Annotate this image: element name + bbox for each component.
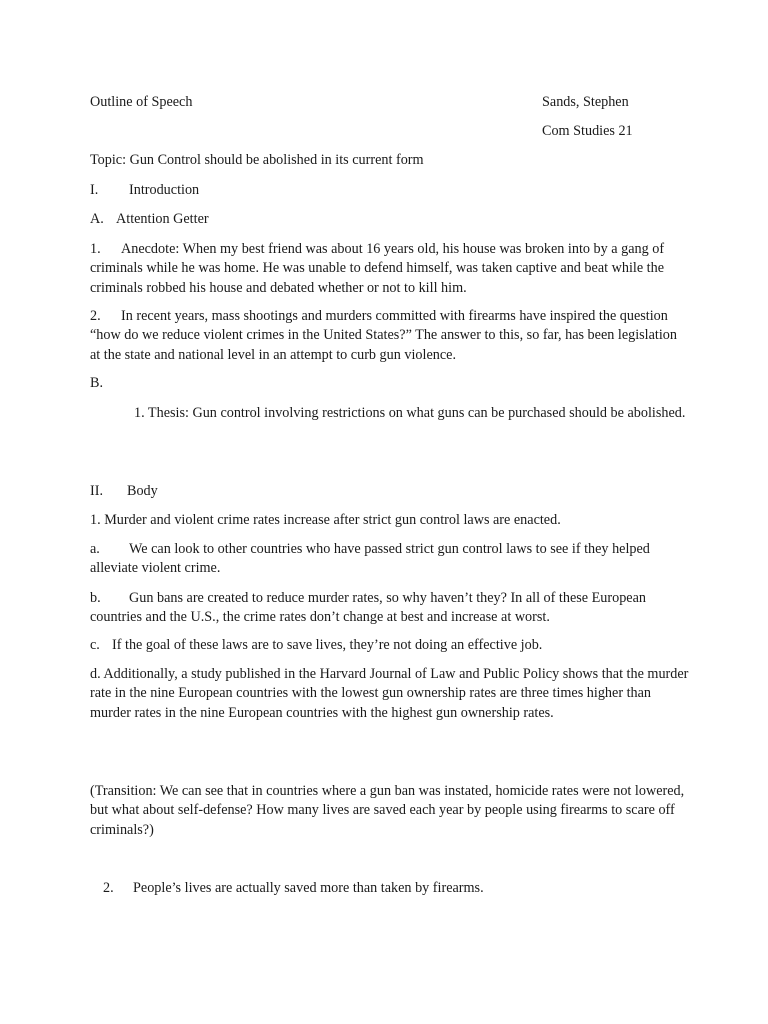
item-label: c. bbox=[90, 637, 100, 653]
subsection-label-b: B. bbox=[90, 375, 104, 391]
course-name: Com Studies 21 bbox=[542, 123, 633, 139]
anecdote-text: Anecdote: When my best friend was about 16 years old, his house was broken into by a gang of criminals while he was home. He was unable to defend himself, was taken captive and beat while the criminals robbed his house and debated whether or not to kill him. bbox=[90, 241, 665, 296]
section-heading-body: Body bbox=[127, 483, 158, 499]
item-label: a. bbox=[90, 541, 100, 557]
point-c-paragraph bbox=[90, 636, 690, 655]
thesis-paragraph: 1. Thesis: Gun control involving restrictions on what guns can be purchased should be abolished. bbox=[134, 405, 686, 421]
point-a-text: We can look to other countries who have passed strict gun control laws to see if they helped alleviate violent crime. bbox=[90, 541, 650, 577]
point-b-paragraph bbox=[90, 589, 690, 628]
recent-years-paragraph bbox=[90, 307, 690, 365]
item-label: b. bbox=[90, 590, 101, 606]
recent-years-text: In recent years, mass shootings and murders committed with firearms have inspired the question “how do we reduce violent crimes in the United States?” The answer to this, so far, has been legislation at the state and national level in an attempt to curb gun violence. bbox=[90, 308, 677, 363]
body-point-1: 1. Murder and violent crime rates increase after strict gun control laws are enacted. bbox=[90, 512, 561, 528]
item-number: 2. bbox=[90, 308, 101, 324]
section-numeral-intro: I. bbox=[90, 182, 99, 198]
point-c-text: If the goal of these laws are to save lives, they’re not doing an effective job. bbox=[112, 637, 543, 653]
point-d-paragraph: d. Additionally, a study published in the Harvard Journal of Law and Public Policy shows that the murder rate in the nine European countries with the lowest gun ownership rates are three times higher than murder rates in the nine European countries with the highest gun ownership rates. bbox=[90, 666, 689, 721]
point-a-paragraph bbox=[90, 540, 690, 579]
document-title: Outline of Speech bbox=[90, 94, 193, 110]
point-b-text: Gun bans are created to reduce murder rates, so why haven’t they? In all of these European countries and the U.S., the crime rates don’t change at best and increase at worst. bbox=[90, 590, 646, 626]
section-numeral-body: II. bbox=[90, 483, 103, 499]
transition-paragraph: (Transition: We can see that in countries where a gun ban was instated, homicide rates were not lowered, but what about self-defense? How many lives are saved each year by people using firearms to scare off criminals?) bbox=[90, 783, 685, 838]
author-name: Sands, Stephen bbox=[542, 94, 629, 110]
anecdote-paragraph bbox=[90, 240, 690, 298]
body-point-2-text: People’s lives are actually saved more than taken by firearms. bbox=[133, 880, 484, 896]
subsection-label-a: A. bbox=[90, 211, 104, 227]
topic-line: Topic: Gun Control should be abolished in its current form bbox=[90, 152, 424, 168]
item-number: 1. bbox=[90, 241, 101, 257]
body-point-2-number: 2. bbox=[103, 880, 114, 896]
subsection-heading-attention-getter: Attention Getter bbox=[116, 211, 209, 227]
section-heading-intro: Introduction bbox=[129, 182, 200, 198]
